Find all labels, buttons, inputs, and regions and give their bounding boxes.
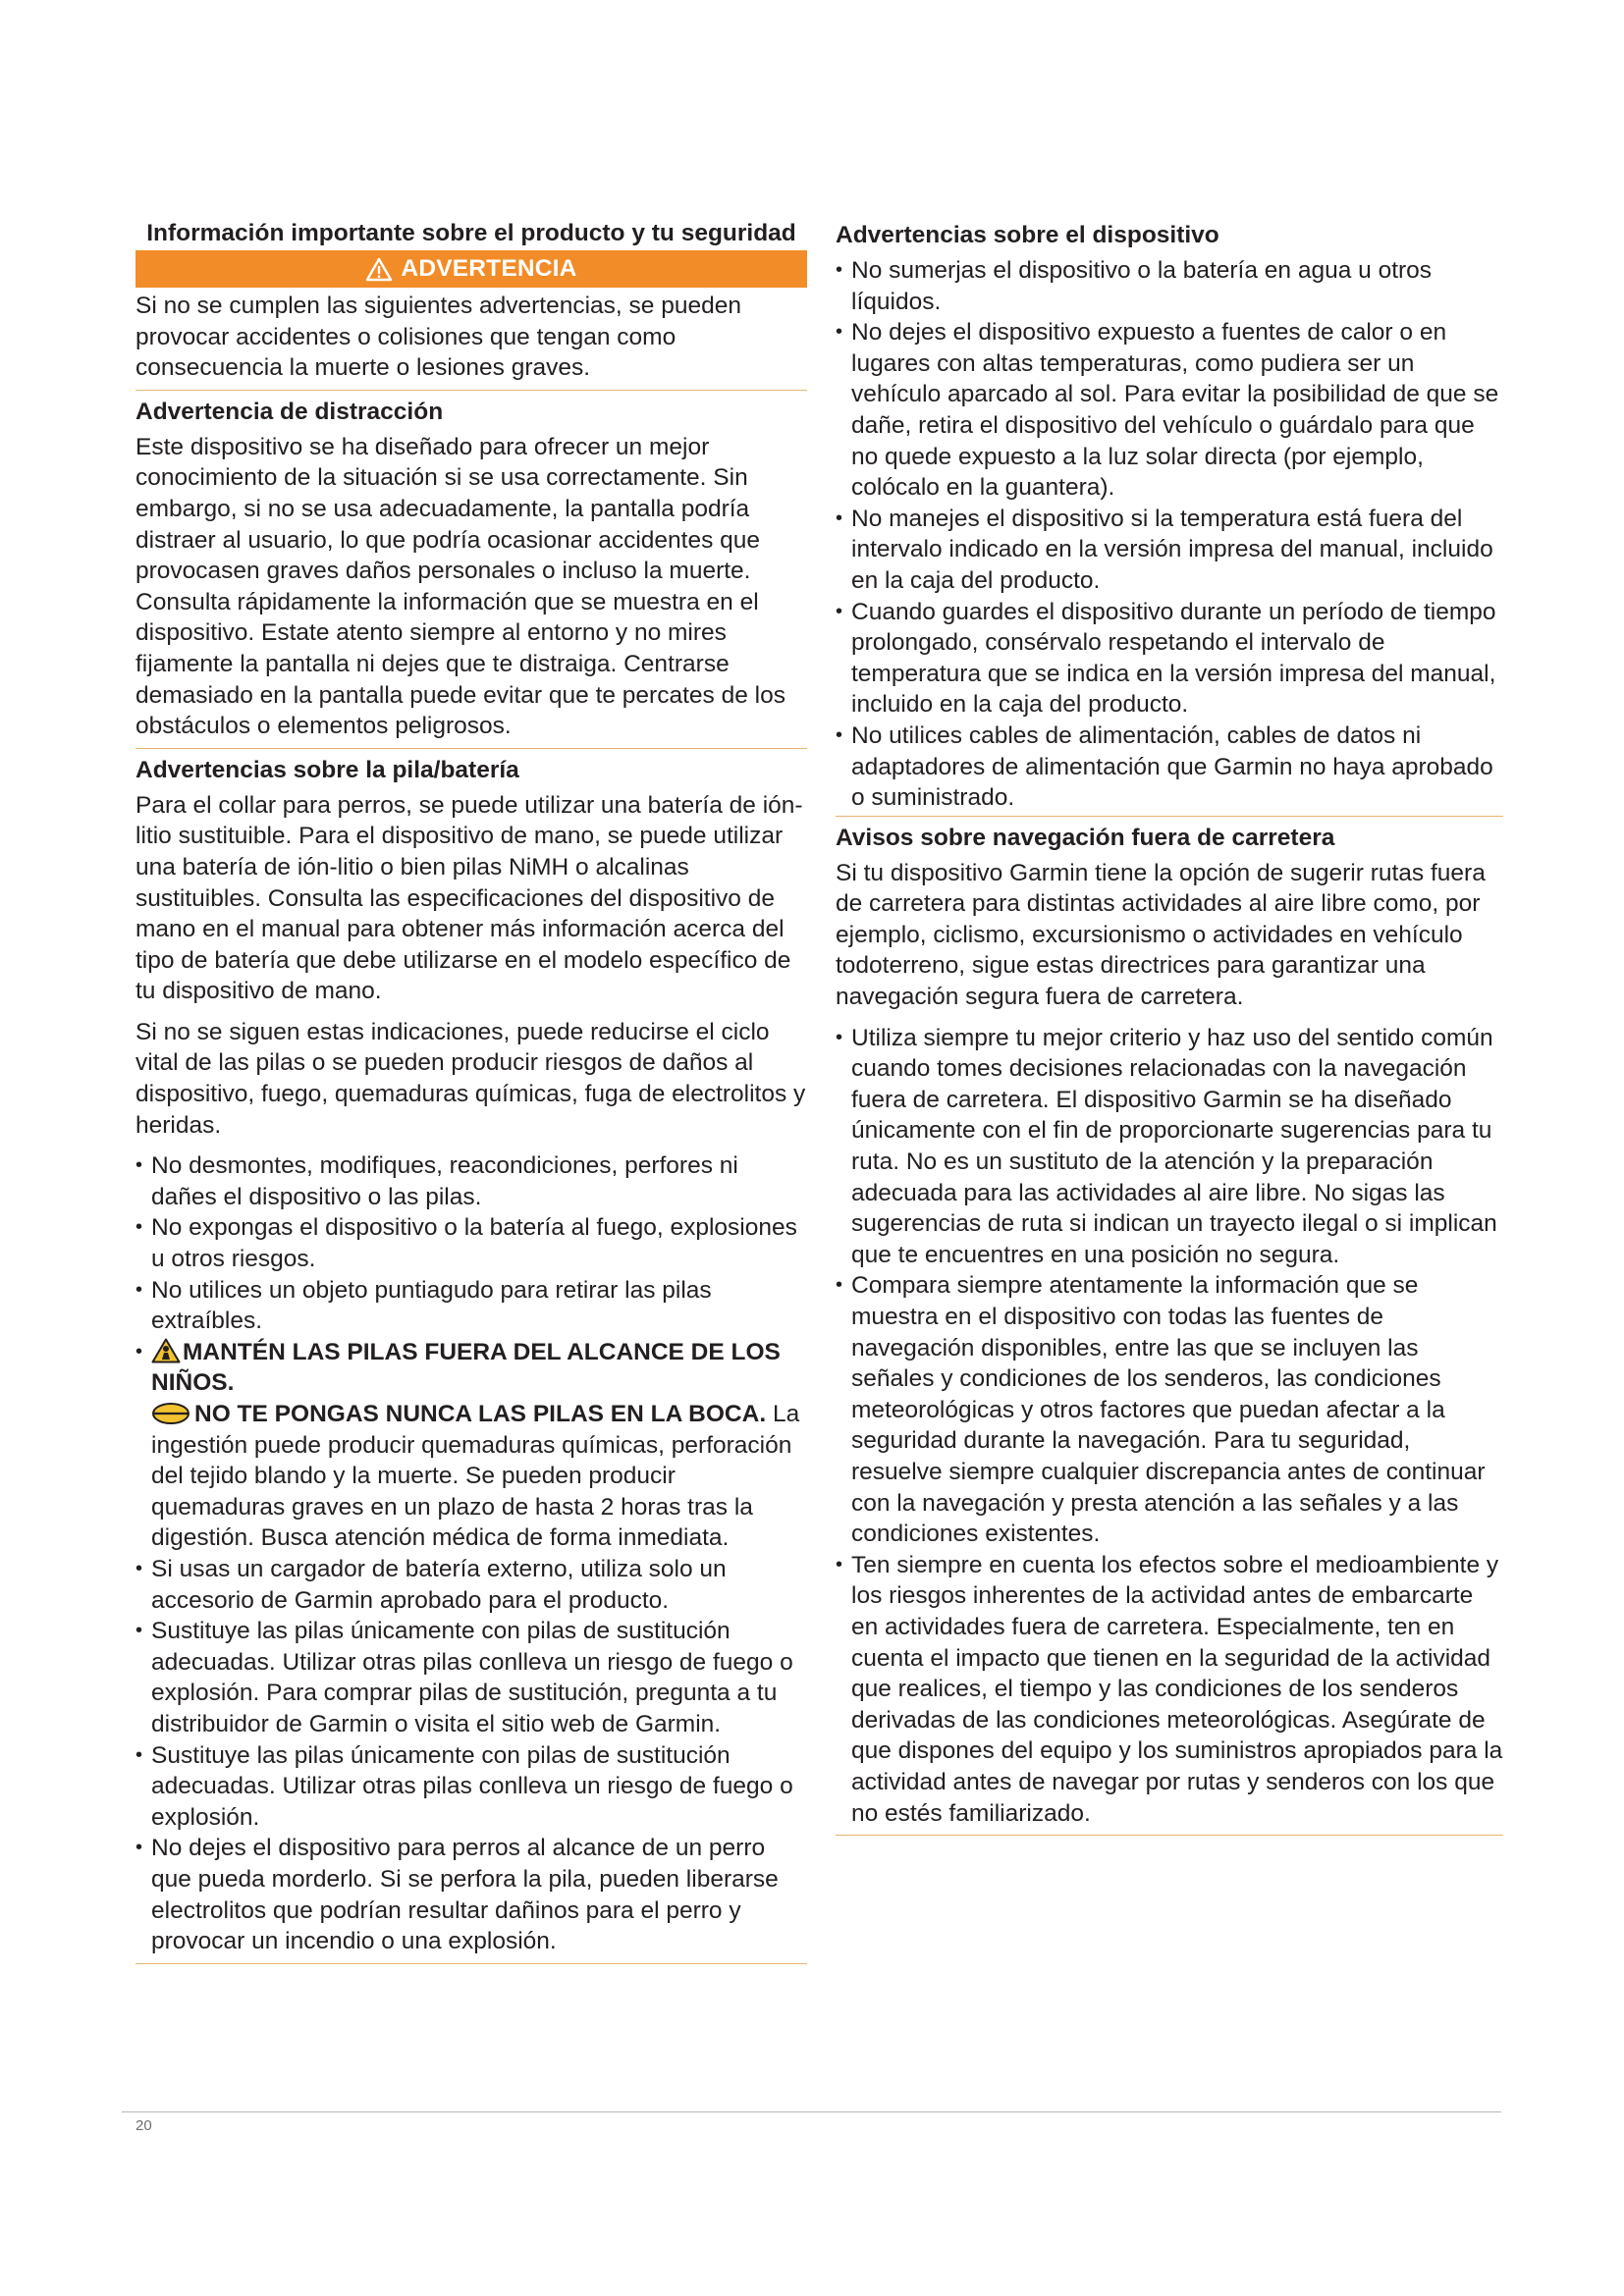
list-item: • Ten siempre en cuenta los efectos sobre el medioambiente y los riesgos inherentes de la actividad antes de embarcarte en actividades fuera de carretera. Especialmente, ten en cuenta el impacto que tienen en la seguridad de la actividad que realices, el tiempo y las condiciones de los senderos derivadas de las condiciones meteorológicas. Asegúrate de que dispones del equipo y los suministros apropiados para la actividad antes de navegar por rutas y senderos con los que no estés familiarizado. bbox=[836, 1550, 1503, 1829]
list-item: • No desmontes, modifiques, reacondiciones, perfores ni dañes el dispositivo o las pilas. bbox=[135, 1150, 807, 1212]
hazard-child-icon bbox=[151, 1338, 181, 1363]
page-title: Información importante sobre el producto y tu seguridad bbox=[146, 220, 796, 246]
list-item: • No utilices un objeto puntiagudo para retirar las pilas extraíbles. bbox=[135, 1275, 807, 1337]
mouth-warning: NO TE PONGAS NUNCA LAS PILAS EN LA BOCA. bbox=[194, 1401, 767, 1427]
battery-bullet-list bbox=[135, 1150, 807, 1956]
list-item-children-warning bbox=[135, 1337, 807, 1554]
mouth-warning-text: La ingestión puede producir quemaduras químicas, perforación del tejido blando y la muerte. Se pueden producir quemaduras graves en un plazo de hasta 2 horas tras la digestión. Busca atención médica de forma inmediata. bbox=[151, 1401, 800, 1552]
battery-heading: Advertencias sobre la pila/batería bbox=[135, 756, 519, 783]
battery-mouth-icon bbox=[151, 1402, 190, 1425]
list-item: • No dejes el dispositivo para perros al alcance de un perro que pueda morderlo. Si se perfora la pila, pueden liberarse electrolitos que podrían resultar dañinos para el perro y provocar un incendio o una explosión. bbox=[135, 1833, 807, 1956]
device-heading: Advertencias sobre el dispositivo bbox=[836, 222, 1219, 248]
warning-banner bbox=[135, 250, 807, 288]
offroad-heading: Avisos sobre navegación fuera de carretera bbox=[836, 824, 1335, 851]
offroad-bullet-list bbox=[836, 1023, 1503, 1829]
list-item: • Cuando guardes el dispositivo durante un período de tiempo prolongado, consérvalo respetando el intervalo de temperatura que se indica en la versión impresa del manual, incluido en la caja del producto. bbox=[836, 597, 1503, 721]
list-item: • Utiliza siempre tu mejor criterio y haz uso del sentido común cuando tomes decisiones relacionadas con la navegación fuera de carretera. El dispositivo Garmin se ha diseñado únicamente con el fin de proporcionarte sugerencias para tu ruta. No es un sustituto de la atención y la preparación adecuada para las actividades al aire libre. No sigas las sugerencias de ruta si indican un trayecto ilegal o si implican que te encuentres en una posición no segura. bbox=[836, 1023, 1503, 1271]
list-item: • No manejes el dispositivo si la temperatura está fuera del intervalo indicado en la versión impresa del manual, incluido en la caja del producto. bbox=[836, 504, 1503, 597]
left-column bbox=[135, 218, 807, 1970]
list-item: • Compara siempre atentamente la información que se muestra en el dispositivo con todas las fuentes de navegación disponibles, entre las que se incluyen las señales y condiciones de los senderos, las condiciones meteorológicas y otros factores que puedan afectar a la seguridad durante la navegación. Para tu seguridad, resuelve siempre cualquier discrepancia antes de continuar con la navegación y presta atención a las señales y a las condiciones existentes. bbox=[836, 1270, 1503, 1549]
distraction-heading: Advertencia de distracción bbox=[135, 398, 444, 425]
list-item: • No dejes el dispositivo expuesto a fuentes de calor o en lugares con altas temperaturas, como pudiera ser un vehículo aparcado al sol. Para evitar la posibilidad de que se dañe, retira el dispositivo del vehículo o guárdalo para que no quede expuesto a la luz solar directa (por ejemplo, colócalo en la guantera). bbox=[836, 317, 1503, 504]
list-item: • Si usas un cargador de batería externo, utiliza solo un accesorio de Garmin aprobado para el producto. bbox=[135, 1554, 807, 1616]
section-divider bbox=[135, 1963, 807, 1964]
distraction-text: Este dispositivo se ha diseñado para ofrecer un mejor conocimiento de la situación si se usa correctamente. Sin embargo, si no se usa adecuadamente, la pantalla podría distraer al usuario, lo que podría ocasionar accidentes que provocasen graves daños personales o incluso la muerte. Consulta rápidamente la información que se muestra en el dispositivo. Estate atento siempre al entorno y no mires fijamente la pantalla ni dejes que te distraiga. Centrarse demasiado en la pantalla puede evitar que te percates de los obstáculos o elementos peligrosos. bbox=[135, 433, 785, 740]
children-warning-text: MANTÉN LAS PILAS FUERA DEL ALCANCE DE LOS NIÑOS. bbox=[151, 1338, 781, 1397]
page-number: 20 bbox=[135, 2117, 152, 2134]
battery-paragraph-1: Para el collar para perros, se puede utilizar una batería de ión-litio sustituible. Para el dispositivo de mano, se puede utilizar una batería de ión-litio o bien pilas NiMH o alcalinas sustituibles. Consulta las especificaciones del dispositivo de mano en el manual para obtener más información acerca del tipo de batería que debe utilizarse en el modelo específico de tu dispositivo de mano. bbox=[135, 791, 803, 1005]
list-item: • Sustituye las pilas únicamente con pilas de sustitución adecuadas. Utilizar otras pilas conlleva un riesgo de fuego o explosión. Para comprar pilas de sustitución, pregunta a tu distribuidor de Garmin o visita el sitio web de Garmin. bbox=[135, 1616, 807, 1739]
section-divider bbox=[135, 748, 807, 749]
list-item: • No utilices cables de alimentación, cables de datos ni adaptadores de alimentación que Garmin no haya aprobado o suministrado. bbox=[836, 721, 1503, 814]
battery-paragraph-2: Si no se siguen estas indicaciones, puede reducirse el ciclo vital de las pilas o se pueden producir riesgos de daños al dispositivo, fuego, quemaduras químicas, fuga de electrolitos y heridas. bbox=[135, 1018, 806, 1139]
list-item: • Sustituye las pilas únicamente con pilas de sustitución adecuadas. Utilizar otras pilas conlleva un riesgo de fuego o explosión. bbox=[135, 1740, 807, 1834]
list-item: • No expongas el dispositivo o la batería al fuego, explosiones u otros riesgos. bbox=[135, 1212, 807, 1274]
section-divider bbox=[836, 1835, 1503, 1836]
section-divider bbox=[135, 390, 807, 391]
right-column bbox=[836, 218, 1503, 1842]
device-bullet-list bbox=[836, 255, 1503, 814]
list-item: • No sumerjas el dispositivo o la batería en agua u otros líquidos. bbox=[836, 255, 1503, 317]
warning-triangle-icon bbox=[365, 257, 393, 282]
footer-divider bbox=[122, 2111, 1501, 2112]
warning-text: Si no se cumplen las siguientes advertencias, se pueden provocar accidentes o colisiones que tengan como consecuencia la muerte o lesiones graves. bbox=[135, 293, 741, 382]
offroad-intro: Si tu dispositivo Garmin tiene la opción de sugerir rutas fuera de carretera para distintas actividades al aire libre como, por ejemplo, ciclismo, excursionismo o actividades en vehículo todoterreno, sigue estas directrices para garantizar una navegación segura fuera de carretera. bbox=[836, 859, 1486, 1011]
section-divider bbox=[836, 816, 1503, 817]
warning-label: ADVERTENCIA bbox=[401, 255, 577, 282]
